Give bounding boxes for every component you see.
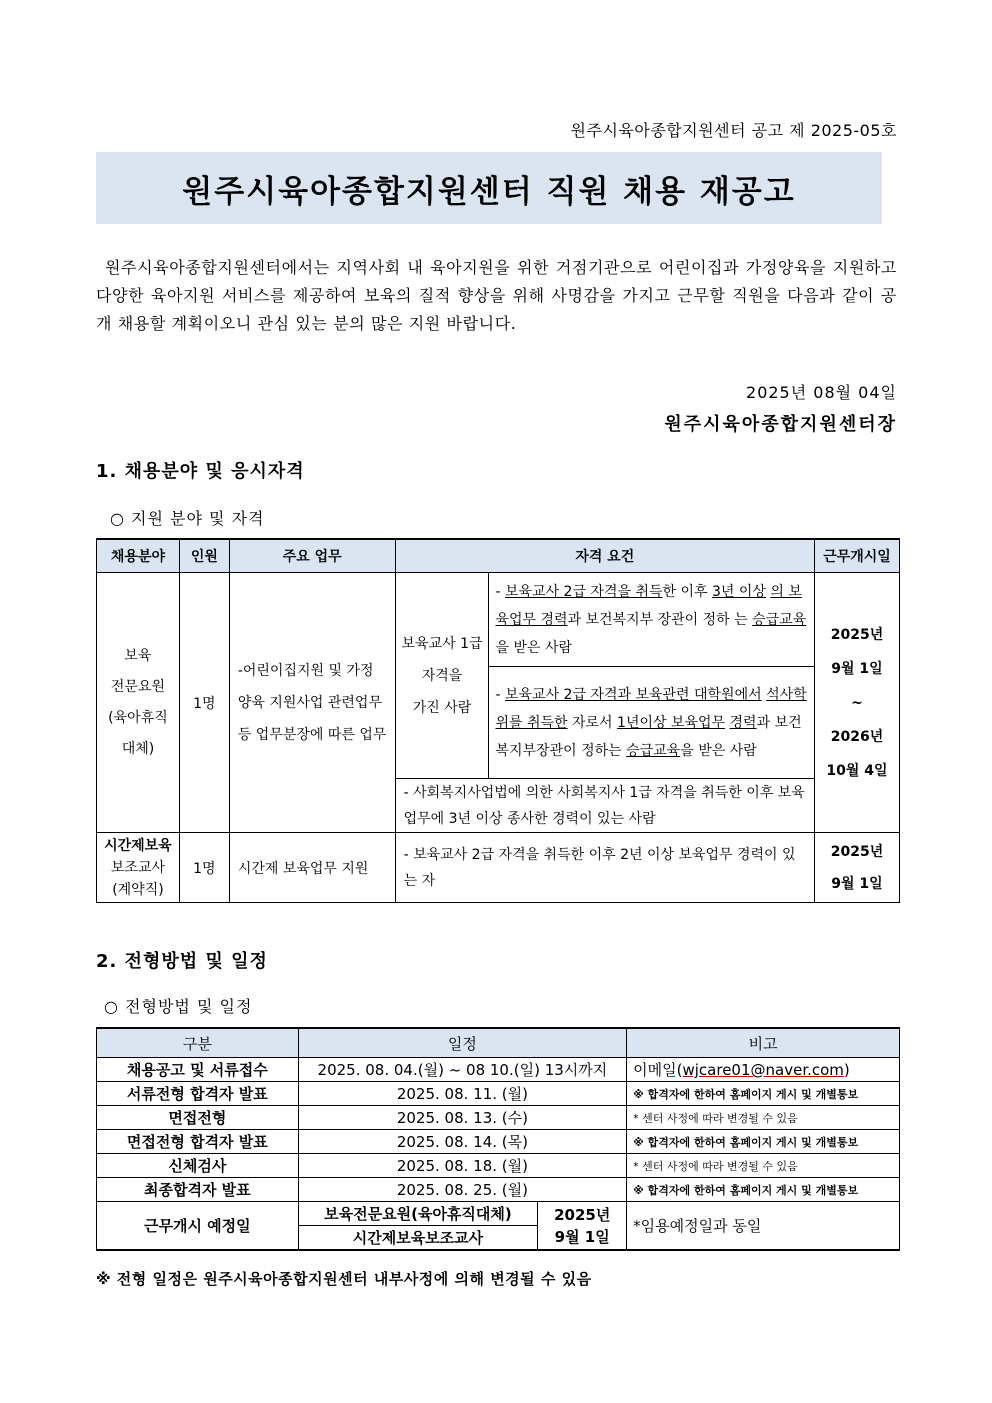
qual-group-cell <box>395 573 489 779</box>
note-text: ) <box>843 1061 850 1079</box>
section1-subheading: ○ 지원 분야 및 자격 <box>110 509 265 528</box>
note-text: 이메일( <box>633 1061 683 1079</box>
count-cell: 1명 <box>179 573 229 833</box>
date-text: 2025년 <box>554 1205 611 1224</box>
qual-c-cell: - 사회복지사업법에 의한 사회복지사 1급 자격을 취득한 이후 보육업무에 3년 이상 종사한 경력이 있는 사람 <box>395 779 814 833</box>
recruitment-table <box>96 538 900 903</box>
field-text: 전문요원 <box>110 678 165 695</box>
qual-group-text: 가진 사람 <box>412 699 472 716</box>
row-label: 면접전형 <box>97 1106 299 1130</box>
row-note: ※ 합격자에 한하여 홈페이지 게시 및 개별통보 <box>627 1130 900 1154</box>
qual-text: 보육교사 2급 자격과 보육관련 대학원에서 <box>505 686 762 703</box>
field-text: 시간제보육 <box>104 837 172 854</box>
qual-text: 석사학위를 취득한 <box>495 686 807 731</box>
field-cell <box>97 833 180 903</box>
row-note: *임용예정일과 동일 <box>627 1202 900 1251</box>
row-note: * 센터 사정에 따라 변경될 수 있음 <box>627 1106 900 1130</box>
qual-text: 자로서 <box>567 714 618 731</box>
duty-cell: 시간제 보육업무 지원 <box>229 833 395 903</box>
schedule-table <box>96 1027 900 1251</box>
start-text: 2025년 <box>830 843 884 860</box>
col-header-count: 인원 <box>179 539 229 573</box>
qual-text: - <box>495 583 505 600</box>
row-label: 최종합격자 발표 <box>97 1178 299 1202</box>
qual-text: 받은 사람 <box>698 742 757 759</box>
qual-text: 을 <box>680 742 694 759</box>
row-schedule: 2025. 08. 04.(월) ~ 08 10.(일) 13시까지 <box>298 1058 627 1082</box>
qual-b-cell <box>489 667 815 779</box>
row-label: 채용공고 및 서류접수 <box>97 1058 299 1082</box>
section2-heading: 2. 전형방법 및 일정 <box>96 951 268 972</box>
row-schedule: 2025. 08. 11. (월) <box>298 1082 627 1106</box>
qual-text: 과 보건복지부 장관이 정하 <box>567 611 730 628</box>
qual-group-text: 자격을 <box>421 667 463 684</box>
field-text: (계약직) <box>112 881 164 898</box>
row-note: ※ 합격자에 한하여 홈페이지 게시 및 개별통보 <box>627 1178 900 1202</box>
qual-text: 승급교육 <box>626 742 681 759</box>
start-cell <box>815 833 900 903</box>
row-label: 면접전형 합격자 발표 <box>97 1130 299 1154</box>
row-label: 신체검사 <box>97 1154 299 1178</box>
notice-number: 원주시육아종합지원센터 공고 제 2025-05호 <box>570 121 897 140</box>
start-text: 2026년 <box>830 728 884 745</box>
field-text: 대체) <box>121 740 155 757</box>
qual-group-text: 보육교사 1급 <box>401 635 483 652</box>
qual-text: 경력 <box>729 714 757 731</box>
duty-cell: -어린이집지원 및 가정양육 지원사업 관련업무 등 업무분장에 따른 업무 <box>229 573 395 833</box>
start-cell <box>815 573 900 833</box>
col-header-field: 채용분야 <box>97 539 180 573</box>
field-cell <box>97 573 180 833</box>
qual-text: 보육교사 2급 자격을 취득 <box>505 583 663 600</box>
start-text: 10월 4일 <box>826 762 888 779</box>
row-label: 서류전형 합격자 발표 <box>97 1082 299 1106</box>
qual-text: 승급교육 <box>752 611 807 628</box>
email-link[interactable]: wjcare01@naver.com <box>682 1061 844 1079</box>
start-text: 9월 1일 <box>831 660 883 677</box>
table-header-row <box>97 1028 900 1058</box>
table-row <box>97 833 900 903</box>
row-label: 근무개시 예정일 <box>97 1202 299 1251</box>
row-schedule: 2025. 08. 18. (월) <box>298 1154 627 1178</box>
qual-text: - <box>495 686 505 703</box>
field-text: 보조교사 <box>110 859 165 876</box>
table-row <box>97 1058 900 1082</box>
field-text: (육아휴직 <box>108 709 168 726</box>
qual-text: 3년 이상 <box>711 583 766 600</box>
col-header-schedule: 일정 <box>298 1028 627 1058</box>
row-schedule: 2025. 08. 14. (목) <box>298 1130 627 1154</box>
row-note <box>627 1058 900 1082</box>
section2-subheading: ○ 전형방법 및 일정 <box>104 997 253 1016</box>
start-text: 9월 1일 <box>831 875 883 892</box>
row-note: ※ 합격자에 한하여 홈페이지 게시 및 개별통보 <box>627 1082 900 1106</box>
table-row <box>97 1202 900 1226</box>
signature: 원주시육아종합지원센터장 <box>664 414 897 435</box>
row-schedule: 2025. 08. 13. (수) <box>298 1106 627 1130</box>
table-row <box>97 1106 900 1130</box>
qual-text: 는 <box>734 611 753 628</box>
intro-paragraph: 원주시육아종합지원센터에서는 지역사회 내 육아지원을 위한 거점기관으로 어린이집과 가정양육을 지원하고 다양한 육아지원 서비스를 제공하여 보육의 질적 향상을 위해 사명감을 가지고 근무할 직원을 다음과 같이 공개 채용할 계획이오니 관심 있는 분의 많은 지원 바랍니다. <box>96 258 897 333</box>
qual-text: 의 보육업무 경력 <box>495 583 802 628</box>
section1-heading: 1. 채용분야 및 응시자격 <box>96 461 305 482</box>
row-schedule: 2025. 08. 25. (월) <box>298 1178 627 1202</box>
start-text: ~ <box>851 694 863 711</box>
qual-text: 을 받은 사람 <box>495 639 573 656</box>
row-sub-label: 보육전문요원(육아휴직대체) <box>298 1202 538 1226</box>
date-text: 9월 1일 <box>554 1227 610 1246</box>
table-row <box>97 573 900 667</box>
footnote: ※ 전형 일정은 원주시육아종합지원센터 내부사정에 의해 변경될 수 있음 <box>96 1270 592 1288</box>
table-row <box>97 1178 900 1202</box>
field-text: 보육 <box>124 647 152 664</box>
col-header-duty: 주요 업무 <box>229 539 395 573</box>
title-banner <box>96 152 882 224</box>
col-header-category: 구분 <box>97 1028 299 1058</box>
table-row <box>97 1154 900 1178</box>
qual-a-cell <box>489 573 815 667</box>
row-sub-label: 시간제보육보조교사 <box>298 1226 538 1251</box>
col-header-qualification: 자격 요건 <box>395 539 814 573</box>
count-cell: 1명 <box>179 833 229 903</box>
page-title: 원주시육아종합지원센터 직원 채용 재공고 <box>182 173 796 210</box>
qual-text: 과 보건복지부장관이 정하는 <box>495 714 802 759</box>
start-text: 2025년 <box>830 626 884 643</box>
col-header-note: 비고 <box>627 1028 900 1058</box>
qual-text: 1년이상 보육업무 <box>617 714 726 731</box>
col-header-start: 근무개시일 <box>815 539 900 573</box>
table-row <box>97 1082 900 1106</box>
row-date <box>538 1202 627 1251</box>
table-row <box>97 1130 900 1154</box>
qual-cell: - 보육교사 2급 자격을 취득한 이후 2년 이상 보육업무 경력이 있는 자 <box>395 833 814 903</box>
qual-text: 한 이후 <box>662 583 712 600</box>
announcement-date: 2025년 08월 04일 <box>746 383 897 402</box>
table-header-row <box>97 539 900 573</box>
row-note: * 센터 사정에 따라 변경될 수 있음 <box>627 1154 900 1178</box>
